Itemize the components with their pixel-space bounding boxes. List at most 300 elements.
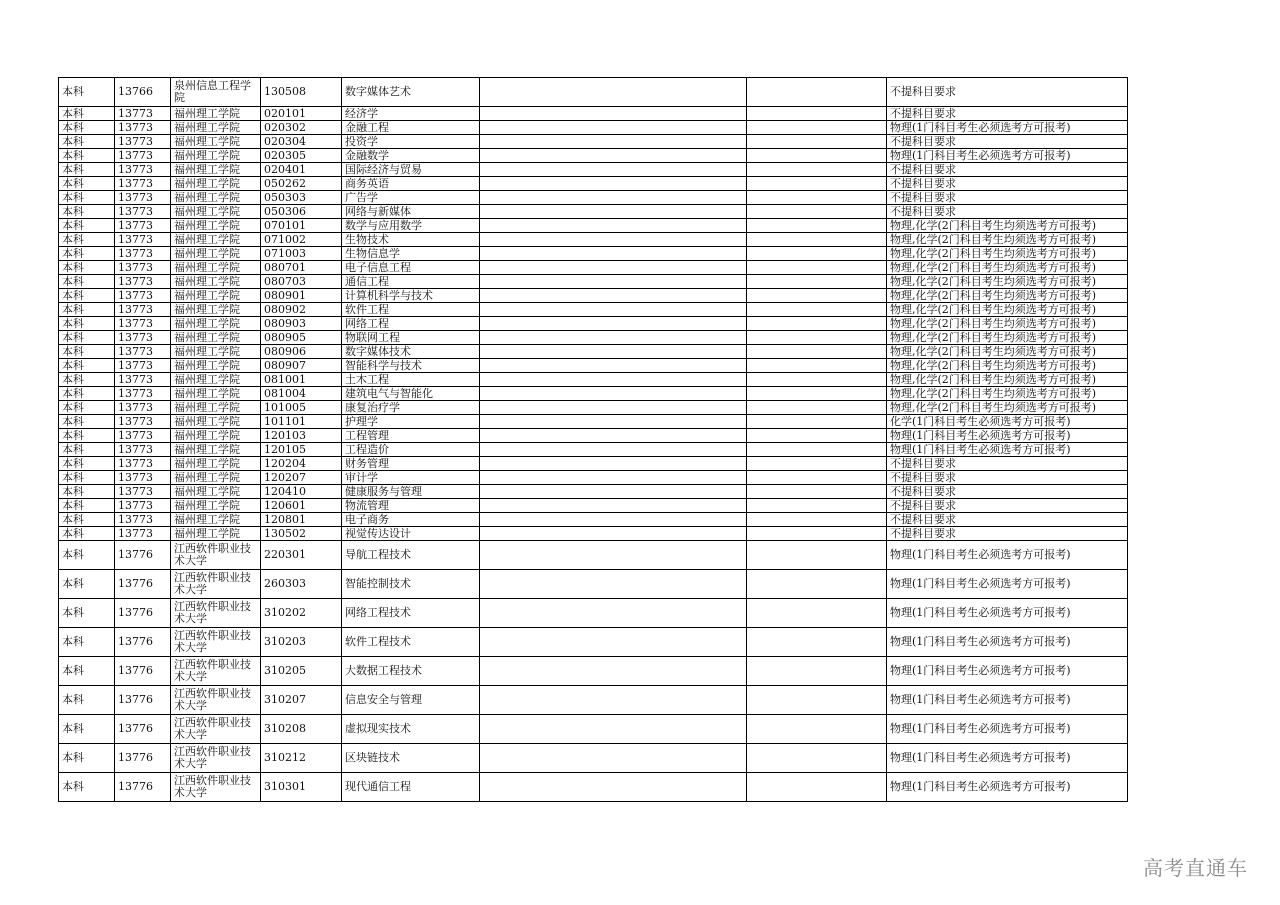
school-name-cell: 江西软件职业技术大学 <box>171 686 261 715</box>
empty-cell <box>747 149 887 163</box>
school-code-cell: 13776 <box>115 657 171 686</box>
major-name-cell: 现代通信工程 <box>342 773 480 802</box>
level-cell: 本科 <box>59 715 115 744</box>
table-row <box>59 628 1128 657</box>
school-name-cell: 福州理工学院 <box>171 443 261 457</box>
subject-requirement-cell: 物理,化学(2门科目考生均须选考方可报考) <box>887 275 1128 289</box>
major-name-cell: 金融数学 <box>342 149 480 163</box>
empty-cell <box>747 191 887 205</box>
empty-cell <box>480 485 747 499</box>
school-code-cell: 13773 <box>115 149 171 163</box>
empty-cell <box>747 303 887 317</box>
major-code-cell: 080701 <box>261 261 342 275</box>
school-name-cell: 江西软件职业技术大学 <box>171 773 261 802</box>
level-cell: 本科 <box>59 599 115 628</box>
subject-requirement-cell: 物理(1门科目考生必须选考方可报考) <box>887 121 1128 135</box>
school-name-cell: 福州理工学院 <box>171 317 261 331</box>
school-name-cell: 福州理工学院 <box>171 219 261 233</box>
major-code-cell: 310203 <box>261 628 342 657</box>
empty-cell <box>747 345 887 359</box>
empty-cell <box>747 373 887 387</box>
school-name-cell: 福州理工学院 <box>171 457 261 471</box>
empty-cell <box>747 513 887 527</box>
empty-cell <box>480 289 747 303</box>
subject-requirement-cell: 物理,化学(2门科目考生均须选考方可报考) <box>887 359 1128 373</box>
table-row <box>59 541 1128 570</box>
school-code-cell: 13773 <box>115 219 171 233</box>
level-cell: 本科 <box>59 471 115 485</box>
school-name-cell: 江西软件职业技术大学 <box>171 541 261 570</box>
empty-cell <box>480 686 747 715</box>
empty-cell <box>480 513 747 527</box>
level-cell: 本科 <box>59 233 115 247</box>
school-name-cell: 福州理工学院 <box>171 429 261 443</box>
major-name-cell: 广告学 <box>342 191 480 205</box>
school-name-cell: 福州理工学院 <box>171 471 261 485</box>
level-cell: 本科 <box>59 686 115 715</box>
major-name-cell: 金融工程 <box>342 121 480 135</box>
level-cell: 本科 <box>59 401 115 415</box>
school-code-cell: 13773 <box>115 303 171 317</box>
major-name-cell: 工程造价 <box>342 443 480 457</box>
subject-requirement-cell: 物理(1门科目考生必须选考方可报考) <box>887 541 1128 570</box>
school-name-cell: 泉州信息工程学院 <box>171 78 261 107</box>
major-name-cell: 财务管理 <box>342 457 480 471</box>
empty-cell <box>480 744 747 773</box>
major-code-cell: 310212 <box>261 744 342 773</box>
subject-requirement-cell: 物理,化学(2门科目考生均须选考方可报考) <box>887 219 1128 233</box>
empty-cell <box>480 443 747 457</box>
major-code-cell: 120410 <box>261 485 342 499</box>
level-cell: 本科 <box>59 149 115 163</box>
empty-cell <box>747 205 887 219</box>
subject-requirement-cell: 物理(1门科目考生必须选考方可报考) <box>887 149 1128 163</box>
empty-cell <box>747 275 887 289</box>
empty-cell <box>480 541 747 570</box>
school-code-cell: 13773 <box>115 331 171 345</box>
subject-requirement-cell: 物理,化学(2门科目考生均须选考方可报考) <box>887 401 1128 415</box>
table-row <box>59 345 1128 359</box>
major-code-cell: 310202 <box>261 599 342 628</box>
school-code-cell: 13773 <box>115 499 171 513</box>
school-name-cell: 江西软件职业技术大学 <box>171 570 261 599</box>
table-row <box>59 331 1128 345</box>
level-cell: 本科 <box>59 205 115 219</box>
school-name-cell: 江西软件职业技术大学 <box>171 715 261 744</box>
major-code-cell: 020302 <box>261 121 342 135</box>
school-code-cell: 13776 <box>115 628 171 657</box>
major-code-cell: 101005 <box>261 401 342 415</box>
school-name-cell: 福州理工学院 <box>171 499 261 513</box>
school-name-cell: 福州理工学院 <box>171 233 261 247</box>
school-name-cell: 福州理工学院 <box>171 345 261 359</box>
major-name-cell: 软件工程技术 <box>342 628 480 657</box>
major-name-cell: 信息安全与管理 <box>342 686 480 715</box>
major-name-cell: 数字媒体艺术 <box>342 78 480 107</box>
level-cell: 本科 <box>59 429 115 443</box>
major-code-cell: 120801 <box>261 513 342 527</box>
empty-cell <box>747 457 887 471</box>
table-row <box>59 261 1128 275</box>
table-row <box>59 163 1128 177</box>
level-cell: 本科 <box>59 657 115 686</box>
empty-cell <box>480 628 747 657</box>
school-name-cell: 福州理工学院 <box>171 359 261 373</box>
empty-cell <box>480 415 747 429</box>
empty-cell <box>480 205 747 219</box>
table-row <box>59 135 1128 149</box>
major-code-cell: 080902 <box>261 303 342 317</box>
major-code-cell: 070101 <box>261 219 342 233</box>
subject-requirement-cell: 不提科目要求 <box>887 191 1128 205</box>
school-code-cell: 13773 <box>115 163 171 177</box>
empty-cell <box>480 121 747 135</box>
empty-cell <box>747 331 887 345</box>
empty-cell <box>480 599 747 628</box>
table-row <box>59 499 1128 513</box>
empty-cell <box>747 485 887 499</box>
empty-cell <box>747 773 887 802</box>
empty-cell <box>480 247 747 261</box>
school-name-cell: 福州理工学院 <box>171 191 261 205</box>
level-cell: 本科 <box>59 773 115 802</box>
table-row <box>59 177 1128 191</box>
level-cell: 本科 <box>59 163 115 177</box>
empty-cell <box>747 401 887 415</box>
school-code-cell: 13776 <box>115 773 171 802</box>
school-code-cell: 13773 <box>115 317 171 331</box>
level-cell: 本科 <box>59 541 115 570</box>
major-name-cell: 网络工程 <box>342 317 480 331</box>
empty-cell <box>747 289 887 303</box>
major-code-cell: 101101 <box>261 415 342 429</box>
empty-cell <box>747 599 887 628</box>
subject-requirement-cell: 不提科目要求 <box>887 205 1128 219</box>
school-code-cell: 13773 <box>115 135 171 149</box>
table-row <box>59 247 1128 261</box>
school-name-cell: 福州理工学院 <box>171 275 261 289</box>
table-row <box>59 205 1128 219</box>
school-name-cell: 福州理工学院 <box>171 177 261 191</box>
table-row <box>59 686 1128 715</box>
empty-cell <box>480 233 747 247</box>
level-cell: 本科 <box>59 261 115 275</box>
subject-requirement-cell: 物理,化学(2门科目考生均须选考方可报考) <box>887 289 1128 303</box>
empty-cell <box>480 163 747 177</box>
empty-cell <box>747 219 887 233</box>
empty-cell <box>480 471 747 485</box>
major-code-cell: 080903 <box>261 317 342 331</box>
empty-cell <box>747 715 887 744</box>
subject-requirement-cell: 不提科目要求 <box>887 177 1128 191</box>
subject-requirement-cell: 物理,化学(2门科目考生均须选考方可报考) <box>887 247 1128 261</box>
major-name-cell: 国际经济与贸易 <box>342 163 480 177</box>
empty-cell <box>480 387 747 401</box>
table-row <box>59 527 1128 541</box>
empty-cell <box>480 78 747 107</box>
subject-requirement-cell: 不提科目要求 <box>887 485 1128 499</box>
major-name-cell: 护理学 <box>342 415 480 429</box>
level-cell: 本科 <box>59 387 115 401</box>
school-code-cell: 13773 <box>115 373 171 387</box>
empty-cell <box>480 657 747 686</box>
empty-cell <box>480 345 747 359</box>
major-code-cell: 050306 <box>261 205 342 219</box>
subject-requirement-cell: 不提科目要求 <box>887 78 1128 107</box>
major-name-cell: 智能控制技术 <box>342 570 480 599</box>
major-name-cell: 生物信息学 <box>342 247 480 261</box>
school-name-cell: 福州理工学院 <box>171 135 261 149</box>
school-name-cell: 福州理工学院 <box>171 149 261 163</box>
major-code-cell: 120105 <box>261 443 342 457</box>
major-code-cell: 081004 <box>261 387 342 401</box>
major-name-cell: 智能科学与技术 <box>342 359 480 373</box>
school-code-cell: 13773 <box>115 107 171 121</box>
table-row <box>59 303 1128 317</box>
subject-requirement-cell: 物理,化学(2门科目考生均须选考方可报考) <box>887 387 1128 401</box>
school-name-cell: 福州理工学院 <box>171 205 261 219</box>
school-code-cell: 13773 <box>115 275 171 289</box>
table-row <box>59 149 1128 163</box>
empty-cell <box>480 373 747 387</box>
level-cell: 本科 <box>59 744 115 773</box>
empty-cell <box>480 303 747 317</box>
major-code-cell: 220301 <box>261 541 342 570</box>
level-cell: 本科 <box>59 345 115 359</box>
subject-requirement-cell: 不提科目要求 <box>887 471 1128 485</box>
school-name-cell: 江西软件职业技术大学 <box>171 599 261 628</box>
major-code-cell: 080901 <box>261 289 342 303</box>
school-code-cell: 13773 <box>115 387 171 401</box>
school-name-cell: 江西软件职业技术大学 <box>171 744 261 773</box>
empty-cell <box>480 457 747 471</box>
empty-cell <box>747 499 887 513</box>
major-code-cell: 020401 <box>261 163 342 177</box>
empty-cell <box>480 401 747 415</box>
school-name-cell: 福州理工学院 <box>171 415 261 429</box>
major-name-cell: 经济学 <box>342 107 480 121</box>
major-name-cell: 电子商务 <box>342 513 480 527</box>
school-name-cell: 福州理工学院 <box>171 303 261 317</box>
watermark-text: 高考直通车 <box>1143 856 1248 880</box>
subject-requirement-cell: 物理(1门科目考生必须选考方可报考) <box>887 744 1128 773</box>
level-cell: 本科 <box>59 78 115 107</box>
major-code-cell: 260303 <box>261 570 342 599</box>
school-code-cell: 13776 <box>115 570 171 599</box>
major-code-cell: 120103 <box>261 429 342 443</box>
subject-requirement-cell: 物理,化学(2门科目考生均须选考方可报考) <box>887 331 1128 345</box>
major-name-cell: 网络工程技术 <box>342 599 480 628</box>
empty-cell <box>480 331 747 345</box>
table-row <box>59 443 1128 457</box>
subject-requirement-cell: 物理(1门科目考生必须选考方可报考) <box>887 628 1128 657</box>
school-code-cell: 13776 <box>115 715 171 744</box>
table-row <box>59 415 1128 429</box>
empty-cell <box>747 415 887 429</box>
school-code-cell: 13776 <box>115 744 171 773</box>
empty-cell <box>480 715 747 744</box>
school-code-cell: 13776 <box>115 541 171 570</box>
school-name-cell: 福州理工学院 <box>171 527 261 541</box>
major-code-cell: 020101 <box>261 107 342 121</box>
school-code-cell: 13776 <box>115 599 171 628</box>
subject-requirement-cell: 物理,化学(2门科目考生均须选考方可报考) <box>887 373 1128 387</box>
empty-cell <box>480 107 747 121</box>
subject-requirement-cell: 物理,化学(2门科目考生均须选考方可报考) <box>887 317 1128 331</box>
empty-cell <box>480 191 747 205</box>
subject-requirement-cell: 物理(1门科目考生必须选考方可报考) <box>887 686 1128 715</box>
major-code-cell: 020305 <box>261 149 342 163</box>
table-row <box>59 471 1128 485</box>
empty-cell <box>480 149 747 163</box>
level-cell: 本科 <box>59 107 115 121</box>
empty-cell <box>747 657 887 686</box>
empty-cell <box>747 628 887 657</box>
major-name-cell: 大数据工程技术 <box>342 657 480 686</box>
table-row <box>59 657 1128 686</box>
major-code-cell: 130502 <box>261 527 342 541</box>
major-code-cell: 310208 <box>261 715 342 744</box>
subject-requirement-cell: 物理(1门科目考生必须选考方可报考) <box>887 773 1128 802</box>
major-code-cell: 071002 <box>261 233 342 247</box>
table-row <box>59 715 1128 744</box>
school-code-cell: 13773 <box>115 191 171 205</box>
table-row <box>59 387 1128 401</box>
major-code-cell: 080703 <box>261 275 342 289</box>
table-row <box>59 289 1128 303</box>
school-name-cell: 福州理工学院 <box>171 513 261 527</box>
empty-cell <box>480 261 747 275</box>
empty-cell <box>747 233 887 247</box>
school-name-cell: 江西软件职业技术大学 <box>171 657 261 686</box>
table-row <box>59 513 1128 527</box>
table-row <box>59 359 1128 373</box>
empty-cell <box>480 359 747 373</box>
subject-requirement-cell: 不提科目要求 <box>887 513 1128 527</box>
empty-cell <box>747 570 887 599</box>
level-cell: 本科 <box>59 135 115 149</box>
major-name-cell: 物流管理 <box>342 499 480 513</box>
subject-requirement-cell: 不提科目要求 <box>887 163 1128 177</box>
school-name-cell: 福州理工学院 <box>171 163 261 177</box>
subject-requirement-cell: 物理(1门科目考生必须选考方可报考) <box>887 657 1128 686</box>
school-name-cell: 福州理工学院 <box>171 331 261 345</box>
school-code-cell: 13773 <box>115 485 171 499</box>
table-row <box>59 570 1128 599</box>
school-code-cell: 13773 <box>115 429 171 443</box>
level-cell: 本科 <box>59 247 115 261</box>
level-cell: 本科 <box>59 191 115 205</box>
empty-cell <box>480 570 747 599</box>
school-name-cell: 福州理工学院 <box>171 387 261 401</box>
major-name-cell: 区块链技术 <box>342 744 480 773</box>
empty-cell <box>747 429 887 443</box>
empty-cell <box>480 429 747 443</box>
table-row <box>59 485 1128 499</box>
subject-requirement-cell: 物理(1门科目考生必须选考方可报考) <box>887 429 1128 443</box>
major-name-cell: 视觉传达设计 <box>342 527 480 541</box>
level-cell: 本科 <box>59 527 115 541</box>
level-cell: 本科 <box>59 331 115 345</box>
school-code-cell: 13773 <box>115 415 171 429</box>
level-cell: 本科 <box>59 303 115 317</box>
subject-requirement-cell: 不提科目要求 <box>887 135 1128 149</box>
major-name-cell: 建筑电气与智能化 <box>342 387 480 401</box>
major-name-cell: 生物技术 <box>342 233 480 247</box>
table-row <box>59 401 1128 415</box>
empty-cell <box>747 527 887 541</box>
empty-cell <box>480 275 747 289</box>
subject-requirement-cell: 物理(1门科目考生必须选考方可报考) <box>887 599 1128 628</box>
table-row <box>59 107 1128 121</box>
empty-cell <box>480 219 747 233</box>
subject-requirement-cell: 化学(1门科目考生必须选考方可报考) <box>887 415 1128 429</box>
subject-requirements-table <box>58 77 1128 802</box>
empty-cell <box>747 78 887 107</box>
subject-requirement-cell: 物理(1门科目考生必须选考方可报考) <box>887 715 1128 744</box>
level-cell: 本科 <box>59 219 115 233</box>
major-code-cell: 050303 <box>261 191 342 205</box>
school-code-cell: 13773 <box>115 443 171 457</box>
subject-requirement-cell: 物理(1门科目考生必须选考方可报考) <box>887 570 1128 599</box>
school-name-cell: 福州理工学院 <box>171 373 261 387</box>
major-code-cell: 120207 <box>261 471 342 485</box>
major-name-cell: 通信工程 <box>342 275 480 289</box>
empty-cell <box>747 247 887 261</box>
table-row <box>59 317 1128 331</box>
major-name-cell: 健康服务与管理 <box>342 485 480 499</box>
subject-requirement-cell: 物理,化学(2门科目考生均须选考方可报考) <box>887 303 1128 317</box>
subject-requirement-cell: 不提科目要求 <box>887 107 1128 121</box>
table-body <box>59 78 1128 802</box>
level-cell: 本科 <box>59 415 115 429</box>
school-code-cell: 13773 <box>115 527 171 541</box>
major-name-cell: 工程管理 <box>342 429 480 443</box>
empty-cell <box>747 177 887 191</box>
level-cell: 本科 <box>59 275 115 289</box>
subject-requirement-cell: 不提科目要求 <box>887 499 1128 513</box>
school-name-cell: 江西软件职业技术大学 <box>171 628 261 657</box>
level-cell: 本科 <box>59 359 115 373</box>
major-name-cell: 审计学 <box>342 471 480 485</box>
table-row <box>59 233 1128 247</box>
table-row <box>59 219 1128 233</box>
major-code-cell: 071003 <box>261 247 342 261</box>
school-name-cell: 福州理工学院 <box>171 107 261 121</box>
school-name-cell: 福州理工学院 <box>171 485 261 499</box>
major-name-cell: 计算机科学与技术 <box>342 289 480 303</box>
subject-requirement-cell: 物理,化学(2门科目考生均须选考方可报考) <box>887 261 1128 275</box>
empty-cell <box>747 471 887 485</box>
empty-cell <box>747 163 887 177</box>
empty-cell <box>747 261 887 275</box>
school-code-cell: 13773 <box>115 457 171 471</box>
empty-cell <box>747 121 887 135</box>
major-code-cell: 020304 <box>261 135 342 149</box>
level-cell: 本科 <box>59 177 115 191</box>
level-cell: 本科 <box>59 570 115 599</box>
school-code-cell: 13773 <box>115 205 171 219</box>
empty-cell <box>747 686 887 715</box>
major-name-cell: 物联网工程 <box>342 331 480 345</box>
table-row <box>59 744 1128 773</box>
table-row <box>59 373 1128 387</box>
table-row <box>59 599 1128 628</box>
major-code-cell: 310207 <box>261 686 342 715</box>
subject-requirement-cell: 不提科目要求 <box>887 457 1128 471</box>
empty-cell <box>480 773 747 802</box>
major-name-cell: 数字媒体技术 <box>342 345 480 359</box>
